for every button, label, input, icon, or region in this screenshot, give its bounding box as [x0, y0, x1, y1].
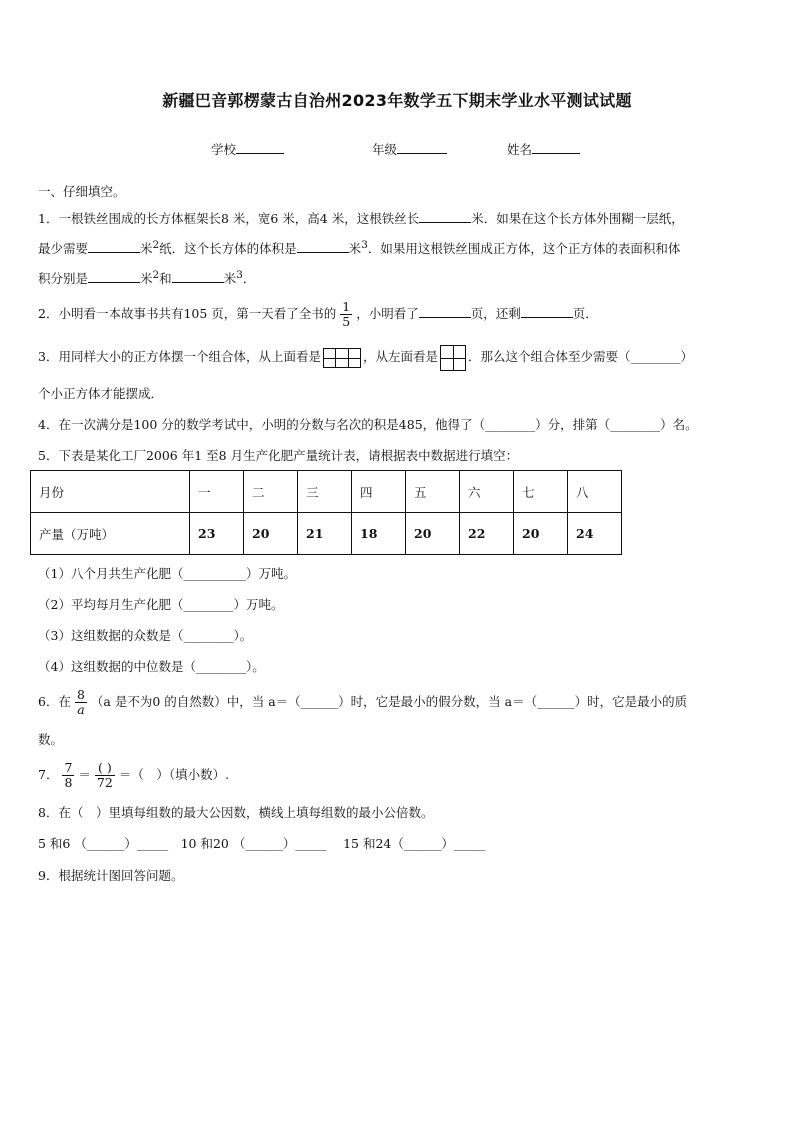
q5-sub-4: （4）这组数据的中位数是（________）。 [38, 659, 265, 674]
school-field [211, 140, 284, 158]
q6-text: 6．在 [38, 694, 71, 709]
q1-blank-volume[interactable] [297, 240, 349, 253]
q1-text: 米．如果在这个长方体外围糊一层纸， [471, 211, 684, 226]
q2-text: 页，还剩 [470, 306, 521, 321]
q5-sub-3: （3）这组数据的众数是（________）。 [38, 628, 253, 643]
denominator: 8 [64, 775, 73, 790]
name-field [507, 140, 580, 158]
value-cell: 22 [460, 513, 514, 555]
value-cell: 24 [568, 513, 622, 555]
value-cell: 20 [514, 513, 568, 555]
q3-text: ．那么这个组合体至少需要（________） [467, 349, 693, 364]
fraction-8-over-a [75, 688, 87, 717]
fraction-one-fifth [340, 300, 352, 329]
q1-text: 米 [348, 241, 362, 257]
superscript: 3 [236, 269, 243, 281]
month-cell: 一 [190, 471, 244, 513]
q1-text: 1．一根铁丝围成的长方体框架长8 米，宽6 米，高4 米，这根铁丝长 [38, 211, 420, 226]
q9-line: 9．根据统计图回答问题。 [38, 868, 184, 883]
q4-line: 4．在一次满分是100 分的数学考试中，小明的分数与名次的积是485，他得了（________）分，排第（________）名。 [38, 417, 698, 432]
value-cell: 21 [298, 513, 352, 555]
table-header-cell: 月份 [31, 471, 190, 513]
fraction-blank-72 [95, 761, 115, 790]
numerator: 1 [342, 299, 351, 314]
superscript: 2 [152, 269, 160, 281]
q7-line [38, 757, 229, 793]
superscript: 2 [152, 239, 160, 251]
month-cell: 七 [514, 471, 568, 513]
q2-line [38, 298, 598, 330]
q1-text: 米 [223, 271, 237, 287]
name-label: 姓名 [507, 142, 533, 157]
q2-text: 2．小明看一本故事书共有105 页，第一天看了全书的 [38, 306, 337, 321]
q3-line1 [38, 343, 693, 371]
value-cell: 20 [244, 513, 298, 555]
q1-text: 最少需要 [38, 241, 89, 257]
page-title: 新疆巴音郭楞蒙古自治州2023年数学五下期末学业水平测试试题 [162, 91, 632, 110]
q1-blank-length[interactable] [419, 210, 471, 223]
q2-blank-read[interactable] [419, 305, 471, 318]
q8-line1: 8．在（ ）里填每组数的最大公因数，横线上填每组数的最小公倍数。 [38, 805, 434, 820]
q1-text: 和 [159, 271, 172, 287]
q6-line2: 数。 [38, 732, 64, 747]
q1-text: 积分别是 [38, 271, 89, 287]
q1-text: 纸．这个长方体的体积是 [159, 241, 297, 257]
section-heading: 一、仔细填空。 [38, 184, 126, 199]
table-row [31, 471, 622, 513]
q1-text: ． [242, 271, 256, 287]
q2-text: 页． [572, 306, 598, 321]
q5-sub-1: （1）八个月共生产化肥（__________）万吨。 [38, 566, 296, 581]
value-cell: 20 [406, 513, 460, 555]
denominator: 72 [96, 775, 113, 790]
table-header-cell: 产量（万吨） [31, 513, 190, 555]
q7-text: ＝（ ）（填小数）. [118, 767, 230, 782]
q3-text: 3．用同样大小的正方体摆一个组合体，从上面看是 [38, 349, 321, 364]
month-cell: 二 [244, 471, 298, 513]
school-label: 学校 [211, 142, 237, 157]
q1-blank-paper[interactable] [88, 240, 140, 253]
equals-sign: ＝ [78, 767, 91, 782]
denominator: 5 [342, 314, 351, 329]
fraction-7-8 [62, 761, 74, 790]
q6-line1 [38, 686, 687, 718]
q1-line1 [38, 209, 684, 227]
grade-field [372, 140, 447, 158]
name-blank[interactable] [532, 141, 580, 154]
month-cell: 五 [406, 471, 460, 513]
q7-text: 7． [38, 767, 59, 782]
value-cell: 23 [190, 513, 244, 555]
school-blank[interactable] [236, 141, 284, 154]
q1-line2 [38, 239, 680, 257]
q8-line2: 5 和6 （______）_____ 10 和20 （______）_____ 15 和24（______）_____ [38, 836, 486, 851]
q1-text: 米 [140, 241, 153, 257]
q6-text: （a 是不为0 的自然数）中，当 a＝（______）时，它是最小的假分数，当 a＝（______）时，它是最小的质 [90, 694, 688, 709]
q5-sub-2: （2）平均每月生产化肥（________）万吨。 [38, 597, 284, 612]
q1-text: ．如果用这根铁丝围成正方体，这个正方体的表面积和体 [367, 241, 681, 257]
month-cell: 三 [298, 471, 352, 513]
top-view-grid [323, 348, 361, 368]
superscript: 3 [361, 239, 368, 251]
production-table [30, 470, 622, 555]
q5-intro: 5．下表是某化工厂2006 年1 至8 月生产化肥产量统计表，请根据表中数据进行填空： [38, 448, 519, 463]
grade-label: 年级 [372, 142, 398, 157]
q1-text: 米 [140, 271, 153, 287]
numerator: 7 [64, 760, 73, 775]
denominator: a [77, 702, 85, 717]
q1-line3 [38, 269, 255, 287]
grade-blank[interactable] [397, 141, 447, 154]
q1-blank-area[interactable] [88, 270, 140, 283]
q3-text: ，从左面看是 [362, 349, 438, 364]
numerator-blank[interactable]: ( ) [98, 760, 112, 775]
q3-line2: 个小正方体才能摆成． [38, 386, 164, 401]
month-cell: 四 [352, 471, 406, 513]
q1-blank-cube-volume[interactable] [172, 270, 224, 283]
q2-text: ，小明看了 [356, 306, 419, 321]
table-row [31, 513, 622, 555]
q2-blank-remaining[interactable] [521, 305, 573, 318]
value-cell: 18 [352, 513, 406, 555]
month-cell: 八 [568, 471, 622, 513]
month-cell: 六 [460, 471, 514, 513]
left-view-grid [440, 345, 466, 371]
numerator: 8 [76, 687, 85, 702]
